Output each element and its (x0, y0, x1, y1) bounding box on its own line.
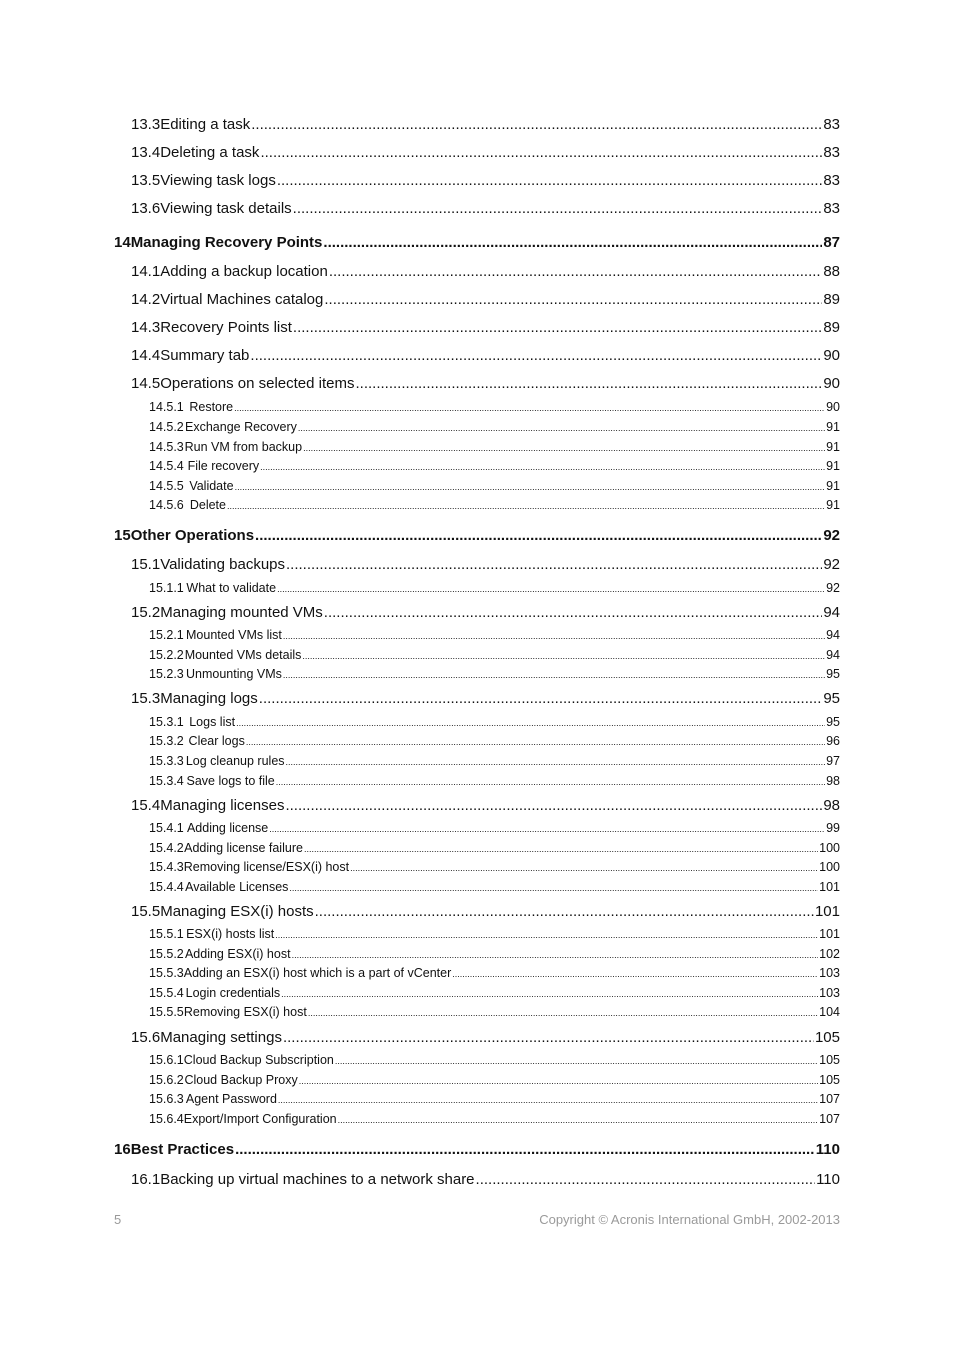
toc-entry-page: 90 (823, 347, 840, 364)
toc-entry-page: 83 (823, 172, 840, 189)
toc-entry-title: Best Practices (130, 1141, 235, 1158)
toc-entry-number: 14.5.2 (149, 420, 184, 434)
toc-entry-number: 15 (114, 527, 131, 544)
toc-entry-page: 98 (823, 797, 840, 814)
toc-entry-title: Log cleanup rules (185, 754, 285, 768)
toc-entry-page: 94 (826, 648, 840, 662)
toc-entry-page: 95 (826, 667, 840, 681)
toc-subsection-entry[interactable] (149, 715, 840, 729)
toc-dot-leader (281, 986, 818, 1000)
toc-entry-number: 15.3.3 (149, 754, 184, 768)
toc-entry-page: 92 (823, 527, 840, 544)
toc-entry-page: 105 (819, 1053, 840, 1067)
toc-entry-title: File recovery (187, 459, 260, 473)
toc-chapter-entry[interactable] (114, 234, 840, 251)
toc-dot-leader (285, 797, 822, 814)
toc-section-entry[interactable] (131, 291, 840, 308)
toc-entry-page: 101 (819, 880, 840, 894)
toc-entry-page: 100 (819, 860, 840, 874)
toc-dot-leader (293, 200, 823, 217)
toc-entry-number: 14.5.3 (149, 440, 184, 454)
toc-section-entry[interactable] (131, 1029, 840, 1046)
toc-subsection-entry[interactable] (149, 1112, 840, 1126)
toc-dot-leader (303, 440, 825, 454)
toc-entry-page: 105 (814, 1029, 840, 1046)
toc-entry-number: 14.2 (131, 291, 161, 308)
toc-dot-leader (315, 903, 814, 920)
toc-section-entry[interactable] (131, 200, 840, 217)
toc-entry-number: 15.3.4 (149, 774, 184, 788)
toc-dot-leader (236, 715, 825, 729)
toc-entry-title: Recovery Points list (160, 319, 292, 336)
toc-subsection-entry[interactable] (149, 498, 840, 512)
toc-entry-number: 15.6 (131, 1029, 161, 1046)
toc-section-entry[interactable] (131, 1171, 840, 1188)
toc-entry-number: 15.5.3 (149, 966, 184, 980)
toc-entry-page: 91 (826, 420, 840, 434)
toc-section-entry[interactable] (131, 690, 840, 707)
toc-subsection-entry[interactable] (149, 880, 840, 894)
toc-dot-leader (283, 1029, 814, 1046)
toc-entry-number: 16.1 (131, 1171, 161, 1188)
toc-entry-number: 14.1 (131, 263, 161, 280)
toc-subsection-entry[interactable] (149, 966, 840, 980)
toc-entry-number: 15.4.4 (149, 880, 184, 894)
copyright-notice: Copyright © Acronis International GmbH, 2002-2013 (539, 1212, 840, 1227)
toc-entry-number: 15.2.3 (149, 667, 184, 681)
toc-entry-title: Adding an ESX(i) host which is a part of vCenter (183, 966, 452, 980)
toc-dot-leader (298, 420, 825, 434)
toc-section-entry[interactable] (131, 172, 840, 189)
toc-entry-title: Adding a backup location (160, 263, 328, 280)
toc-entry-title: ESX(i) hosts list (186, 927, 275, 941)
toc-entry-number: 13.4 (131, 144, 161, 161)
toc-entry-number: 13.6 (131, 200, 161, 217)
toc-section-entry[interactable] (131, 116, 840, 133)
toc-entry-page: 103 (819, 986, 840, 1000)
toc-dot-leader (292, 947, 819, 961)
toc-entry-number: 15.6.3 (149, 1092, 184, 1106)
toc-dot-leader (355, 375, 822, 392)
toc-subsection-entry[interactable] (149, 400, 840, 414)
toc-section-entry[interactable] (131, 604, 840, 621)
toc-entry-number: 14.5.4 (149, 459, 184, 473)
toc-entry-title: Viewing task logs (160, 172, 276, 189)
toc-entry-page: 90 (823, 375, 840, 392)
toc-entry-page: 89 (823, 319, 840, 336)
toc-entry-number: 15.5.1 (149, 927, 184, 941)
page-number: 5 (114, 1212, 122, 1227)
toc-subsection-entry[interactable] (149, 628, 840, 642)
toc-entry-title: Summary tab (160, 347, 250, 364)
toc-entry-page: 105 (819, 1073, 840, 1087)
toc-entry-number: 15.2.1 (149, 628, 184, 642)
toc-entry-number: 15.5.5 (149, 1005, 184, 1019)
toc-entry-title: Other Operations (130, 527, 255, 544)
toc-entry-title: Backing up virtual machines to a network share (160, 1171, 475, 1188)
toc-section-entry[interactable] (131, 144, 840, 161)
toc-entry-page: 88 (823, 263, 840, 280)
toc-entry-title: Mounted VMs details (184, 648, 302, 662)
toc-entry-page: 87 (823, 234, 840, 251)
toc-subsection-entry[interactable] (149, 667, 840, 681)
toc-entry-page: 107 (819, 1112, 840, 1126)
toc-entry-number: 15.4.1 (149, 821, 184, 835)
toc-entry-title: Adding license failure (184, 841, 303, 855)
toc-dot-leader (286, 754, 826, 768)
toc-subsection-entry[interactable] (149, 754, 840, 768)
toc-entry-page: 100 (819, 841, 840, 855)
toc-subsection-entry[interactable] (149, 774, 840, 788)
toc-dot-leader (250, 347, 822, 364)
toc-entry-title: Virtual Machines catalog (160, 291, 324, 308)
toc-entry-number: 15.1.1 (149, 581, 184, 595)
toc-subsection-entry[interactable] (149, 1092, 840, 1106)
toc-entry-number: 15.5 (131, 903, 161, 920)
toc-entry-title: Managing ESX(i) hosts (160, 903, 314, 920)
toc-entry-number: 15.1 (131, 556, 161, 573)
toc-subsection-entry[interactable] (149, 420, 840, 434)
toc-entry-page: 92 (823, 556, 840, 573)
toc-entry-number: 14.3 (131, 319, 161, 336)
toc-subsection-entry[interactable] (149, 841, 840, 855)
toc-entry-title: Managing settings (160, 1029, 282, 1046)
toc-chapter-entry[interactable] (114, 527, 840, 544)
toc-entry-title: Clear logs (188, 734, 245, 748)
toc-section-entry[interactable] (131, 903, 840, 920)
toc-entry-title: Removing ESX(i) host (183, 1005, 307, 1019)
toc-entry-page: 99 (826, 821, 840, 835)
toc-entry-number: 14.5.6 (149, 498, 184, 512)
toc-entry-page: 104 (819, 1005, 840, 1019)
toc-entry-number: 14.5.1 (149, 400, 184, 414)
toc-entry-number: 15.5.4 (149, 986, 184, 1000)
toc-entry-title: Cloud Backup Proxy (184, 1073, 298, 1087)
toc-dot-leader (259, 690, 823, 707)
toc-entry-page: 94 (823, 604, 840, 621)
toc-subsection-entry[interactable] (149, 440, 840, 454)
toc-dot-leader (260, 459, 825, 473)
toc-entry-number: 15.3 (131, 690, 161, 707)
toc-entry-page: 92 (826, 581, 840, 595)
toc-subsection-entry[interactable] (149, 648, 840, 662)
toc-entry-title: Managing licenses (160, 797, 285, 814)
toc-entry-title: Run VM from backup (184, 440, 303, 454)
toc-dot-leader (277, 172, 822, 189)
toc-dot-leader (260, 144, 822, 161)
toc-entry-number: 16 (114, 1141, 131, 1158)
toc-dot-leader (350, 860, 818, 874)
toc-entry-page: 83 (823, 144, 840, 161)
toc-entry-page: 96 (826, 734, 840, 748)
toc-dot-leader (227, 498, 825, 512)
toc-subsection-entry[interactable] (149, 479, 840, 493)
toc-dot-leader (235, 479, 826, 493)
toc-entry-page: 95 (826, 715, 840, 729)
toc-dot-leader (283, 667, 825, 681)
toc-entry-page: 103 (819, 966, 840, 980)
toc-entry-page: 110 (816, 1171, 840, 1188)
toc-entry-page: 107 (819, 1092, 840, 1106)
toc-dot-leader (235, 1141, 815, 1158)
toc-entry-title: Removing license/ESX(i) host (183, 860, 350, 874)
toc-entry-title: Validate (189, 479, 234, 493)
toc-subsection-entry[interactable] (149, 947, 840, 961)
toc-entry-page: 90 (826, 400, 840, 414)
toc-section-entry[interactable] (131, 263, 840, 280)
toc-subsection-entry[interactable] (149, 986, 840, 1000)
toc-entry-title: Export/Import Configuration (183, 1112, 337, 1126)
toc-entry-title: Adding license (186, 821, 269, 835)
toc-entry-page: 83 (823, 200, 840, 217)
toc-entry-title: Login credentials (185, 986, 281, 1000)
toc-entry-number: 14 (114, 234, 131, 251)
toc-entry-number: 14.5.5 (149, 479, 184, 493)
toc-dot-leader (304, 841, 818, 855)
toc-chapter-entry[interactable] (114, 1141, 840, 1158)
toc-entry-number: 15.6.1 (149, 1053, 184, 1067)
toc-entry-page: 94 (826, 628, 840, 642)
toc-entry-page: 91 (826, 498, 840, 512)
toc-entry-number: 14.5 (131, 375, 161, 392)
toc-section-entry[interactable] (131, 375, 840, 392)
toc-entry-number: 15.2.2 (149, 648, 184, 662)
toc-entry-page: 98 (826, 774, 840, 788)
toc-entry-page: 110 (815, 1141, 840, 1158)
toc-dot-leader (324, 604, 823, 621)
toc-entry-number: 15.2 (131, 604, 161, 621)
toc-entry-title: Adding ESX(i) host (184, 947, 291, 961)
toc-entry-number: 15.6.4 (149, 1112, 184, 1126)
toc-entry-title: Save logs to file (186, 774, 275, 788)
toc-dot-leader (335, 1053, 818, 1067)
toc-subsection-entry[interactable] (149, 927, 840, 941)
toc-dot-leader (278, 1092, 818, 1106)
toc-subsection-entry[interactable] (149, 860, 840, 874)
toc-entry-page: 95 (823, 690, 840, 707)
toc-entry-page: 91 (826, 440, 840, 454)
toc-subsection-entry[interactable] (149, 1053, 840, 1067)
toc-subsection-entry[interactable] (149, 581, 840, 595)
toc-entry-title: Unmounting VMs (186, 667, 282, 681)
toc-dot-leader (338, 1112, 819, 1126)
toc-dot-leader (276, 774, 825, 788)
toc-subsection-entry[interactable] (149, 459, 840, 473)
toc-entry-page: 101 (819, 927, 840, 941)
toc-dot-leader (308, 1005, 818, 1019)
toc-dot-leader (289, 880, 818, 894)
toc-entry-title: Managing mounted VMs (160, 604, 323, 621)
toc-entry-title: Viewing task details (160, 200, 292, 217)
toc-dot-leader (269, 821, 825, 835)
toc-subsection-entry[interactable] (149, 821, 840, 835)
toc-entry-number: 13.5 (131, 172, 161, 189)
toc-dot-leader (299, 1073, 818, 1087)
toc-entry-page: 89 (823, 291, 840, 308)
toc-entry-page: 101 (814, 903, 840, 920)
toc-section-entry[interactable] (131, 556, 840, 573)
toc-entry-page: 83 (823, 116, 840, 133)
toc-entry-title: Logs list (189, 715, 236, 729)
toc-entry-number: 15.3.2 (149, 734, 184, 748)
toc-entry-page: 97 (826, 754, 840, 768)
toc-dot-leader (234, 400, 825, 414)
toc-entry-title: Operations on selected items (160, 375, 355, 392)
toc-entry-number: 15.5.2 (149, 947, 184, 961)
toc-section-entry[interactable] (131, 347, 840, 364)
toc-dot-leader (283, 628, 825, 642)
toc-dot-leader (329, 263, 822, 280)
toc-dot-leader (323, 234, 822, 251)
toc-subsection-entry[interactable] (149, 734, 840, 748)
toc-entry-title: Delete (189, 498, 226, 512)
toc-entry-title: Mounted VMs list (186, 628, 282, 642)
toc-entry-title: Agent Password (185, 1092, 277, 1106)
toc-entry-title: Restore (189, 400, 234, 414)
toc-entry-number: 13.3 (131, 116, 161, 133)
toc-dot-leader (324, 291, 822, 308)
toc-entry-number: 15.3.1 (149, 715, 184, 729)
toc-entry-number: 15.4 (131, 797, 161, 814)
toc-dot-leader (476, 1171, 816, 1188)
toc-entry-number: 15.4.3 (149, 860, 184, 874)
toc-subsection-entry[interactable] (149, 1073, 840, 1087)
toc-dot-leader (293, 319, 822, 336)
toc-entry-title: Deleting a task (160, 144, 260, 161)
toc-entry-title: What to validate (186, 581, 277, 595)
toc-section-entry[interactable] (131, 797, 840, 814)
toc-dot-leader (246, 734, 825, 748)
toc-dot-leader (452, 966, 818, 980)
toc-dot-leader (255, 527, 822, 544)
toc-entry-number: 15.4.2 (149, 841, 184, 855)
toc-entry-page: 91 (826, 459, 840, 473)
toc-subsection-entry[interactable] (149, 1005, 840, 1019)
toc-dot-leader (251, 116, 822, 133)
toc-dot-leader (277, 581, 825, 595)
toc-dot-leader (302, 648, 825, 662)
toc-entry-page: 102 (819, 947, 840, 961)
toc-entry-title: Validating backups (160, 556, 286, 573)
toc-dot-leader (275, 927, 818, 941)
toc-entry-title: Cloud Backup Subscription (183, 1053, 334, 1067)
toc-entry-page: 91 (826, 479, 840, 493)
toc-section-entry[interactable] (131, 319, 840, 336)
toc-entry-title: Available Licenses (185, 880, 289, 894)
toc-entry-title: Managing logs (160, 690, 258, 707)
toc-entry-title: Managing Recovery Points (130, 234, 323, 251)
toc-dot-leader (286, 556, 822, 573)
toc-entry-title: Editing a task (160, 116, 251, 133)
toc-entry-number: 14.4 (131, 347, 161, 364)
toc-entry-number: 15.6.2 (149, 1073, 184, 1087)
toc-entry-title: Exchange Recovery (185, 420, 297, 434)
